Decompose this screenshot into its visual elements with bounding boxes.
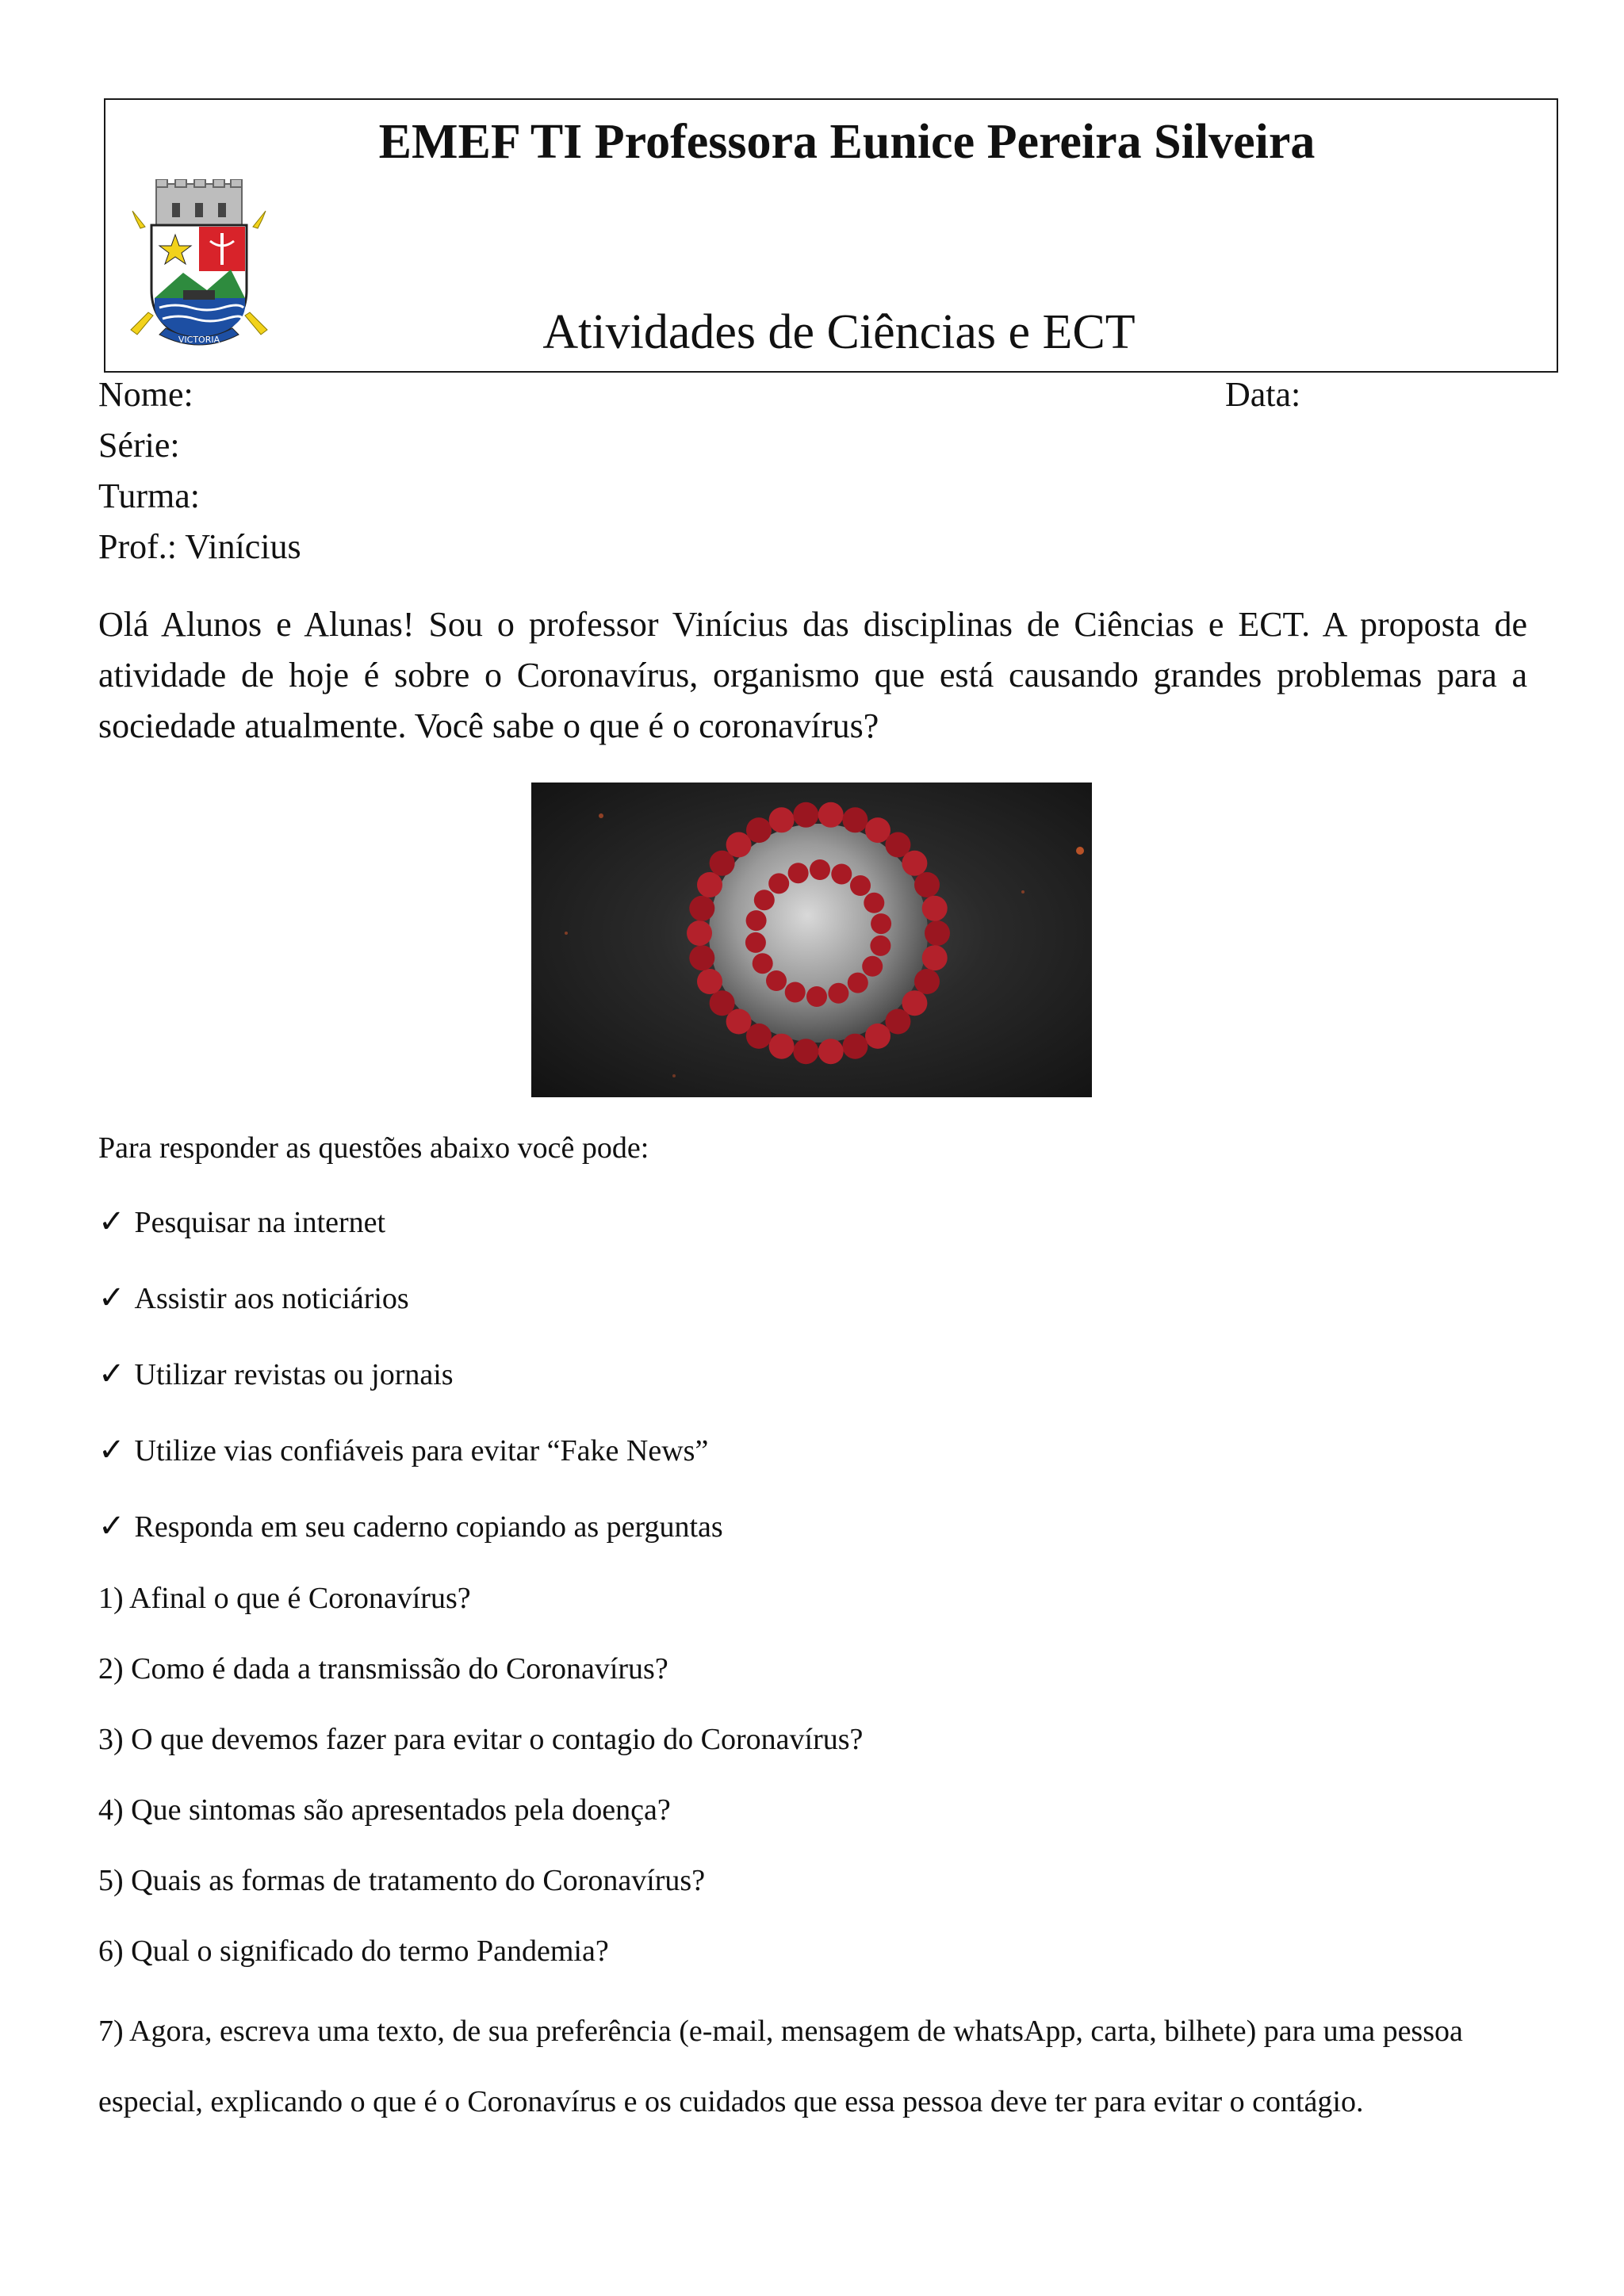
virus-spike [697, 872, 722, 897]
check-mark-icon: ✓ [98, 1280, 125, 1316]
check-item [98, 1280, 409, 1316]
virus-spike [831, 864, 852, 885]
question-1: 1) Afinal o que é Coronavírus? [98, 1582, 471, 1615]
check-item-text: Pesquisar na internet [134, 1206, 386, 1239]
virus-spike [769, 1034, 795, 1059]
virus-spike [864, 893, 884, 913]
virus-spike [768, 873, 789, 894]
virus-spike [745, 932, 766, 953]
virus-spike [922, 945, 948, 970]
check-item-text: Assistir aos noticiários [134, 1282, 409, 1315]
virus-spike [818, 1039, 844, 1064]
question-2: 2) Como é dada a transmissão do Coronavírus? [98, 1652, 668, 1686]
virus-spike [850, 875, 871, 896]
check-item [98, 1508, 723, 1544]
coronavirus-image [531, 783, 1092, 1097]
virus-spike [689, 896, 714, 921]
virus-spike [687, 920, 712, 946]
check-item [98, 1203, 385, 1240]
name-label: Nome: [98, 375, 193, 414]
virus-spike [902, 851, 927, 876]
teacher-label: Prof.: Vinícius [98, 527, 301, 566]
virus-spike [818, 802, 844, 828]
virus-spike [925, 920, 950, 946]
crest-ribbon-text: VICTORIA [178, 335, 220, 345]
check-item [98, 1432, 708, 1468]
header-box [104, 98, 1558, 373]
activity-title: Atividades de Ciências e ECT [542, 305, 1136, 359]
virus-spike [746, 910, 767, 931]
virus-spike [842, 807, 868, 832]
check-item-text: Responda em seu caderno copiando as perguntas [134, 1510, 723, 1544]
check-mark-icon: ✓ [98, 1508, 125, 1544]
intro-paragraph: Olá Alunos e Alunas! Sou o professor Vinícius das disciplinas de Ciências e ECT. A proposta de atividade de hoje é sobre o Coronavírus, organismo que está causando grandes problemas para a sociedade atualmente. Você sabe o que é o coronavírus? [98, 605, 1527, 745]
instructions-lead: Para responder as questões abaixo você pode: [98, 1131, 649, 1165]
virus-spike [766, 970, 787, 991]
virus-spike [806, 986, 827, 1007]
virus-spike [848, 973, 868, 993]
question-4: 4) Que sintomas são apresentados pela doença? [98, 1793, 671, 1827]
question-5: 5) Quais as formas de tratamento do Coronavírus? [98, 1864, 706, 1897]
virus-spike [871, 913, 891, 934]
check-mark-icon: ✓ [98, 1356, 125, 1392]
virus-spike [922, 896, 948, 921]
school-name: EMEF TI Professora Eunice Pereira Silveira [378, 115, 1316, 169]
virus-spike [746, 817, 772, 843]
virus-spike [828, 983, 848, 1004]
virus-spike [842, 1034, 868, 1059]
virus-spike [754, 890, 775, 910]
virus-spike [710, 990, 735, 1016]
grade-label: Série: [98, 426, 180, 465]
virus-spike [862, 956, 883, 977]
check-item-text: Utilize vias confiáveis para evitar “Fake News” [134, 1434, 709, 1468]
virus-spike [870, 936, 891, 956]
virus-spike [793, 1039, 818, 1064]
question-7: 7) Agora, escreva uma texto, de sua preferência (e-mail, mensagem de whatsApp, carta, bilhete) para uma pessoa especial, explicando o que é o Coronavírus e os cuidados que essa pessoa deve ter para evitar o contágio. [98, 2015, 1463, 2118]
check-item-text: Utilizar revistas ou jornais [134, 1358, 454, 1391]
virus-spike [689, 945, 714, 970]
virus-spike [810, 859, 830, 880]
check-mark-icon: ✓ [98, 1432, 125, 1468]
virus-spike [793, 802, 818, 828]
virus-spike [753, 953, 773, 974]
virus-spike [769, 807, 795, 832]
virus-spike [914, 969, 940, 994]
question-6: 6) Qual o significado do termo Pandemia? [98, 1934, 609, 1968]
check-item [98, 1356, 454, 1392]
virus-spike [865, 1024, 891, 1049]
virus-spike [697, 969, 722, 994]
check-mark-icon: ✓ [98, 1203, 125, 1240]
date-label: Data: [1225, 375, 1301, 414]
question-3: 3) O que devemos fazer para evitar o contagio do Coronavírus? [98, 1723, 864, 1756]
class-label: Turma: [98, 476, 200, 515]
virus-spike [785, 982, 806, 1003]
virus-spike [788, 863, 809, 883]
virus-spike [914, 872, 940, 897]
